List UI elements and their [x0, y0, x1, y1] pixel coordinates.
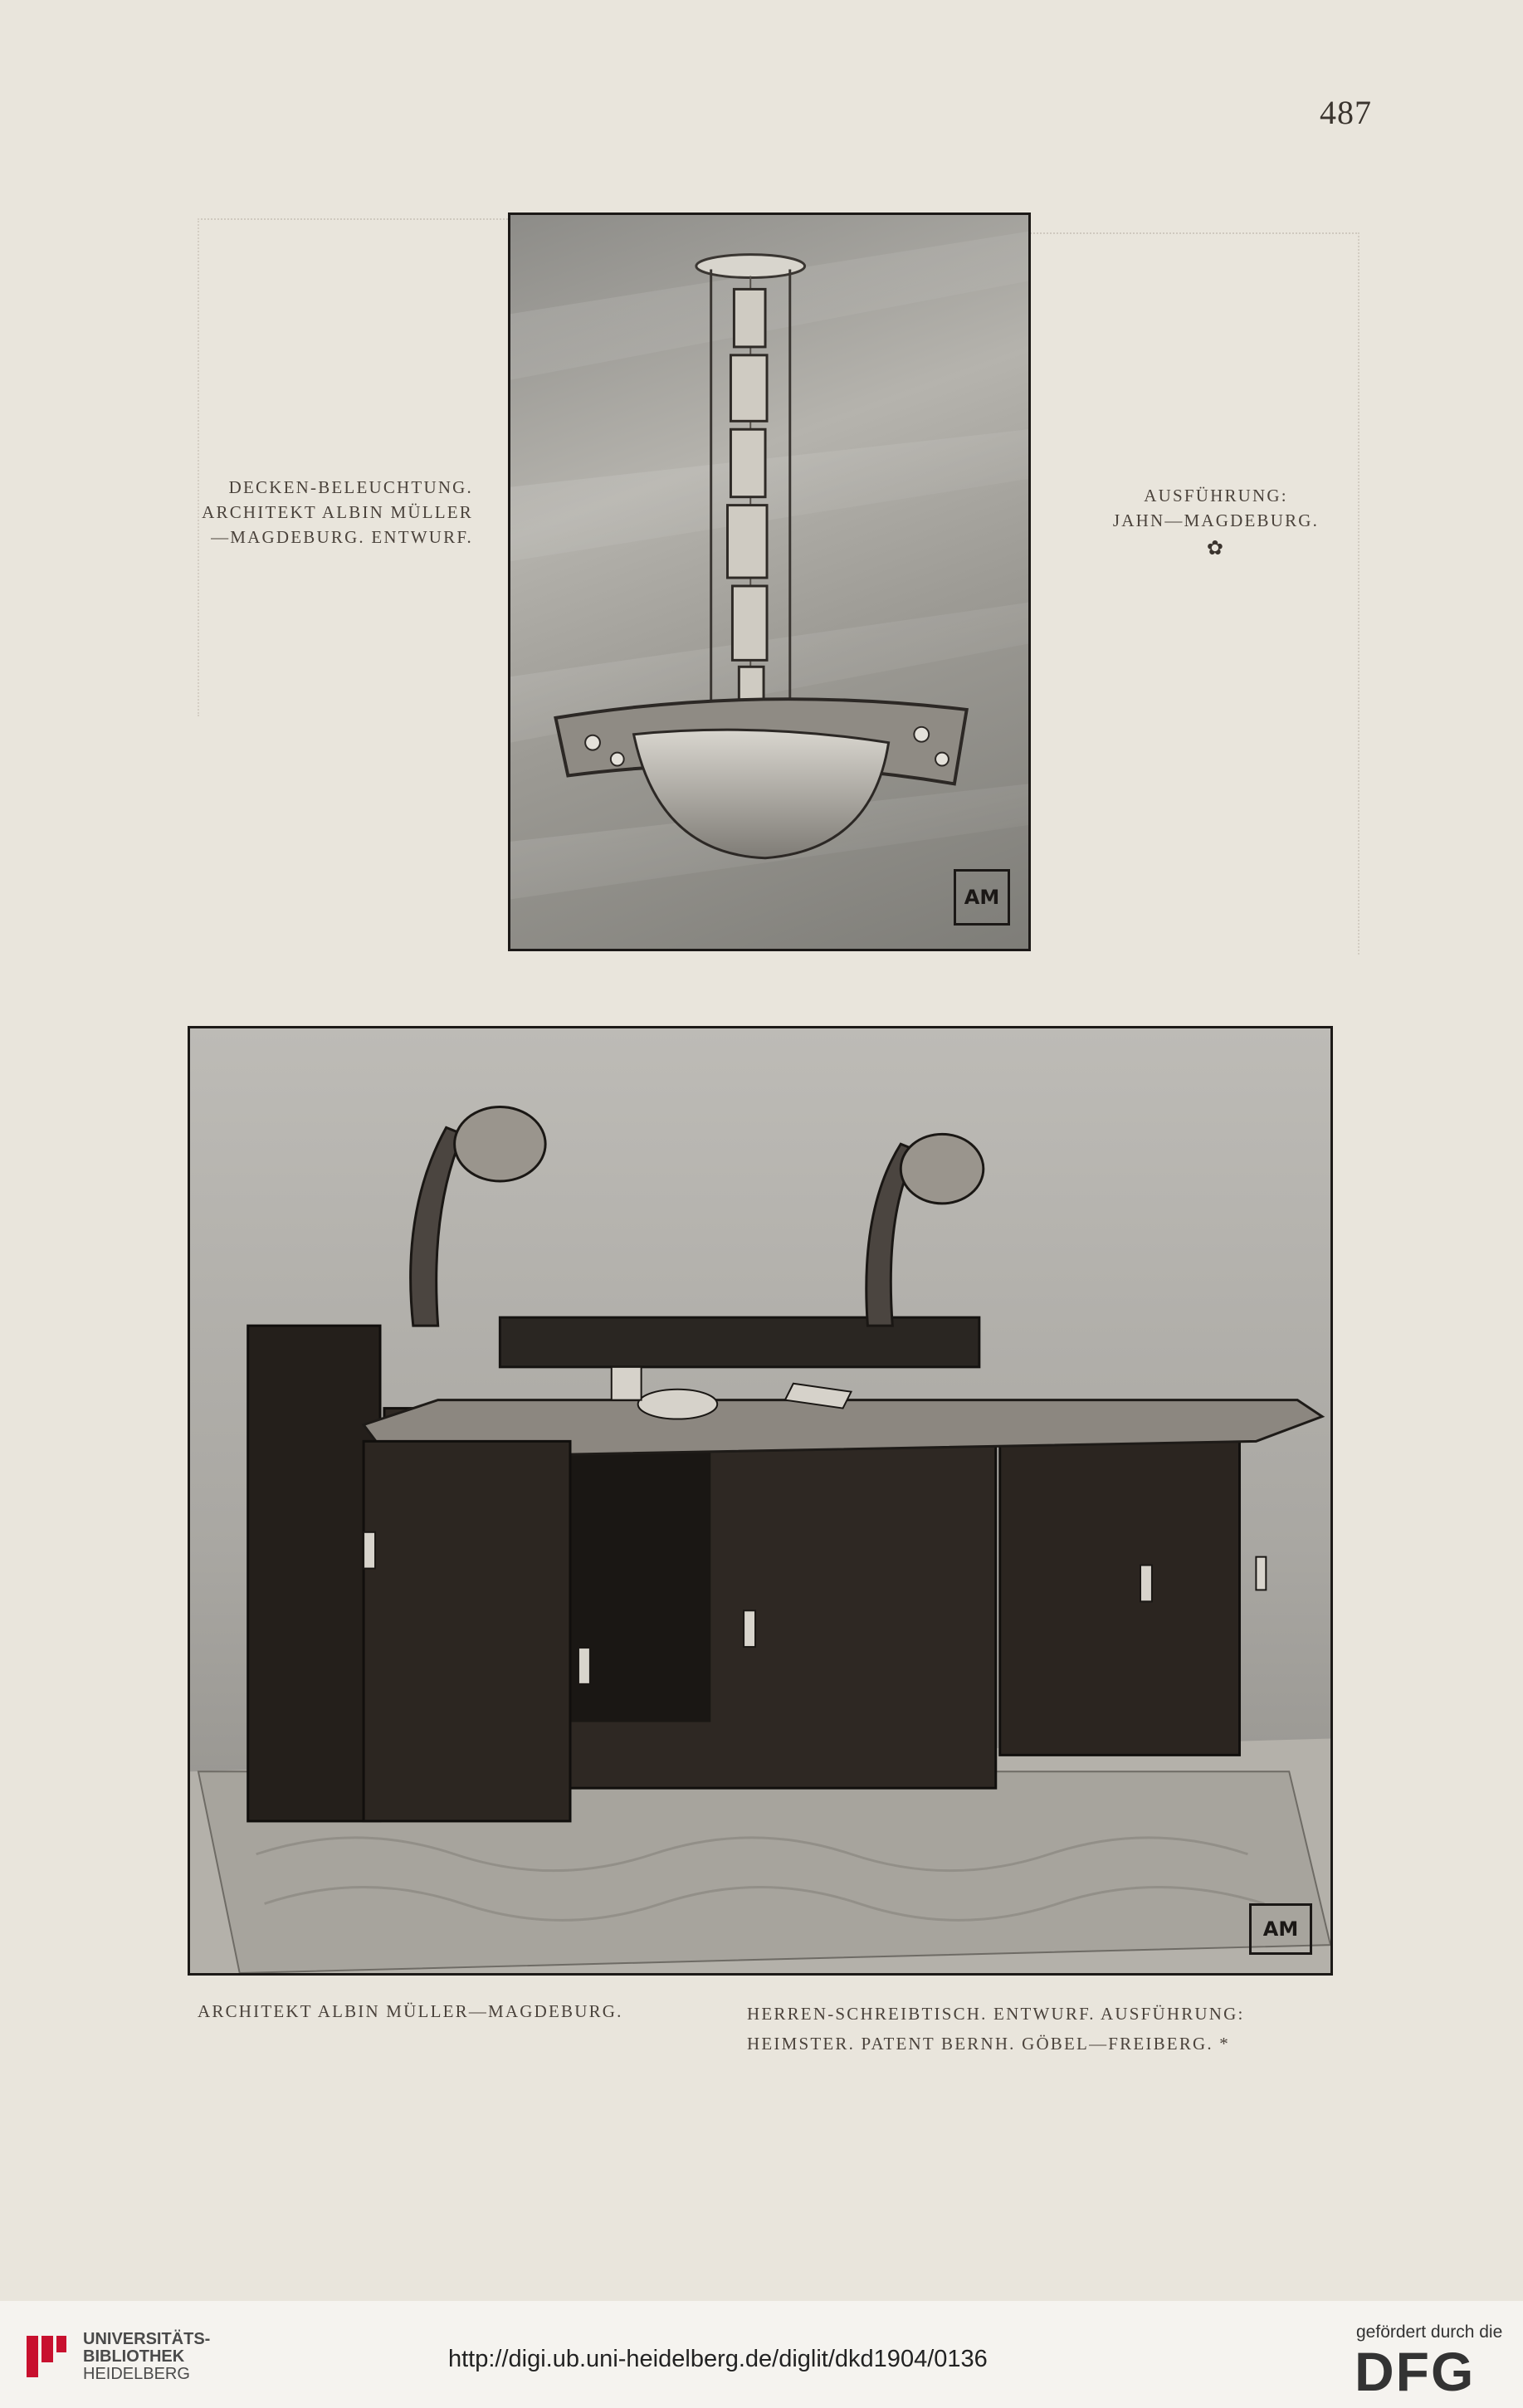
caption-line: —MAGDEBURG. ENTWURF. [211, 527, 473, 547]
caption-line: DECKEN-BELEUCHTUNG. [228, 477, 473, 497]
institution-line: UNIVERSITÄTS- [83, 2330, 211, 2348]
institution-line: BIBLIOTHEK [83, 2347, 185, 2366]
desk-lamps [411, 1107, 984, 1326]
guide-line [1028, 232, 1359, 234]
desk-caption-right [747, 1999, 1245, 2059]
lamp-illustration [510, 215, 1028, 949]
university-logo-icon [25, 2331, 68, 2382]
dfg-logo: DFG [1355, 2341, 1476, 2402]
guide-line [1358, 232, 1359, 955]
source-url-link[interactable]: http://digi.ub.uni-heidelberg.de/diglit/dkd1904/0136 [448, 2346, 988, 2372]
monogram-icon [954, 869, 1010, 926]
desk-photo [188, 1026, 1333, 1976]
funded-by-label: gefördert durch die [1356, 2323, 1503, 2342]
desk-caption-left: ARCHITEKT ALBIN MÜLLER—MAGDEBURG. [198, 2001, 623, 2021]
lamp-caption-right [1071, 483, 1361, 561]
caption-line: ARCHITEKT ALBIN MÜLLER [202, 502, 473, 522]
caption-line: AUSFÜHRUNG: [1144, 486, 1288, 506]
institution-name [83, 2331, 210, 2383]
monogram-text: AM [964, 886, 1000, 909]
lamp-photo [508, 212, 1031, 951]
monogram-icon [1249, 1903, 1312, 1955]
institution-line: HEIDELBERG [83, 2365, 190, 2383]
guide-line [198, 218, 199, 716]
ornament-icon: ✿ [1206, 538, 1226, 559]
page-number: 487 [1320, 94, 1372, 131]
footer [0, 2301, 1523, 2408]
lamp-caption-left [124, 475, 473, 549]
guide-line [198, 218, 508, 220]
monogram-text: AM [1262, 1917, 1299, 1941]
desk-illustration [190, 1028, 1330, 1973]
caption-line: HEIMSTER. PATENT BERNH. GÖBEL—FREIBERG. * [747, 2034, 1230, 2054]
caption-line: JAHN—MAGDEBURG. [1112, 510, 1320, 530]
caption-line: HERREN-SCHREIBTISCH. ENTWURF. AUSFÜHRUNG: [747, 2004, 1245, 2024]
